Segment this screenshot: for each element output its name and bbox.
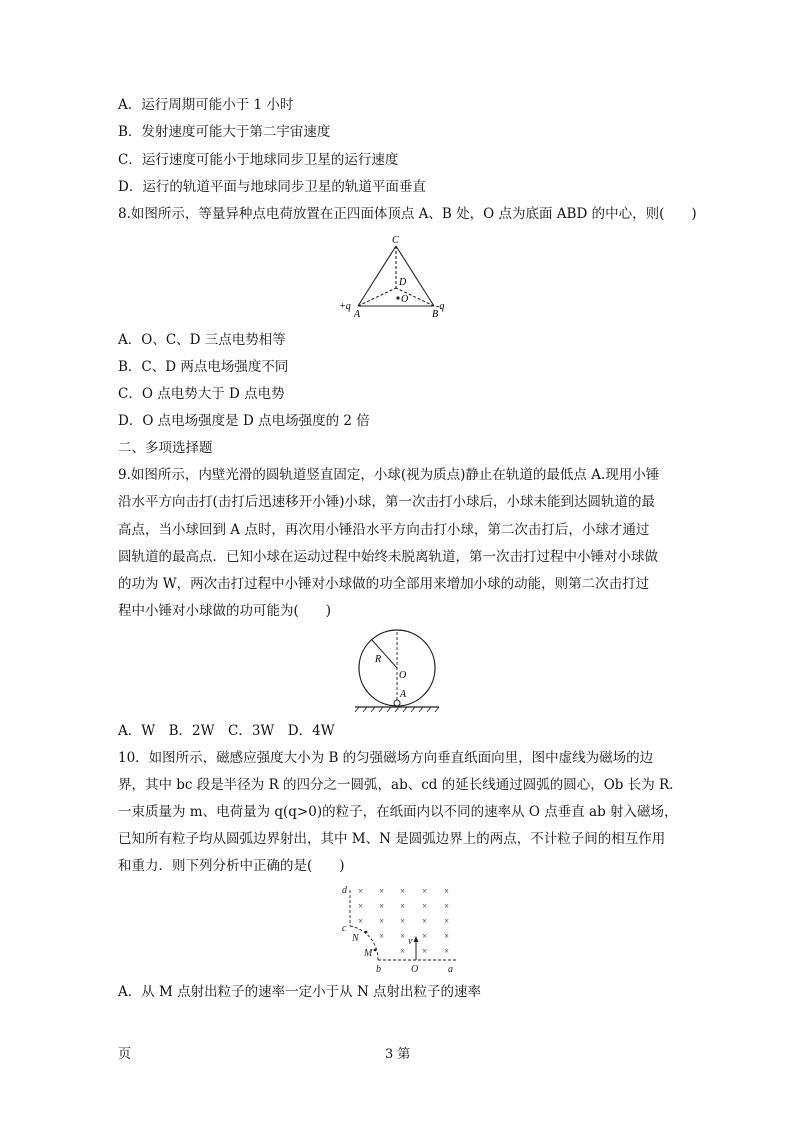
field-cross: × — [358, 916, 364, 926]
q10-stem-line-2: 界，其中 bc 段是半径为 R 的四分之一圆弧，ab、cd 的延长线通过圆弧的圆心，Ob 长为 R. — [118, 777, 674, 793]
q8-label-plus-q: +q — [339, 301, 351, 312]
q10-label-m: M — [364, 948, 373, 959]
q9-label-a: A — [400, 689, 407, 700]
q10-label-a: a — [448, 964, 453, 975]
q9-stem-line-1: 9.如图所示，内壁光滑的圆轨道竖直固定，小球(视为质点)静止在轨道的最低点 A.现用小锤 — [118, 467, 660, 483]
q7-option-a: A．运行周期可能小于 1 小时 — [118, 97, 294, 113]
field-cross: × — [400, 886, 406, 896]
q10-label-d: d — [342, 885, 347, 896]
field-cross: × — [358, 901, 364, 911]
q10-label-n: N — [352, 933, 359, 944]
q10-label-o: O — [411, 964, 419, 975]
field-cross: × — [422, 916, 428, 926]
q9-label-r: R — [375, 654, 382, 665]
field-cross: × — [400, 946, 406, 956]
q9-circular-track-figure — [349, 626, 445, 718]
q10-label-b: b — [376, 964, 381, 975]
field-cross: × — [400, 916, 406, 926]
q8-option-a: A．O、C、D 三点电势相等 — [118, 332, 286, 348]
q10-stem-line-1: 10．如图所示，磁感应强度大小为 B 的匀强磁场方向垂直纸面向里，图中虚线为磁场的边 — [118, 750, 654, 766]
q8-label-d: D — [399, 277, 407, 288]
field-cross: × — [444, 946, 450, 956]
q8-option-d: D．O 点电场强度是 D 点电场强度的 2 倍 — [118, 413, 370, 429]
field-cross: × — [379, 931, 385, 941]
q10-stem-line-4: 已知所有粒子均从圆弧边界射出，其中 M、N 是圆弧边界上的两点，不计粒子间的相互作用 — [118, 831, 666, 847]
q8-option-c: C．O 点电势大于 D 点电势 — [118, 386, 285, 402]
section-heading: 二、多项选择题 — [118, 440, 213, 456]
q9-options: A．W B．2W C．3W D．4W — [118, 723, 335, 739]
field-cross: × — [444, 916, 450, 926]
field-cross: × — [400, 931, 406, 941]
q8-label-minus-q: -q — [436, 301, 445, 312]
q10-stem-line-5: 和重力．则下列分析中正确的是( ) — [118, 858, 345, 874]
q8-stem: 8.如图所示，等量异种点电荷放置在正四面体顶点 A、B 处，O 点为底面 ABD 的中心，则( ) — [118, 206, 697, 222]
q10-label-c: c — [342, 923, 347, 934]
field-cross: × — [444, 901, 450, 911]
q7-option-b: B．发射速度可能大于第二宇宙速度 — [118, 124, 331, 140]
field-cross: × — [422, 946, 428, 956]
q10-stem-line-3: 一束质量为 m、电荷量为 q(q>0)的粒子，在纸面内以不同的速率从 O 点垂直 ab 射入磁场， — [118, 804, 678, 820]
field-cross: × — [379, 901, 385, 911]
q8-label-c: C — [392, 235, 399, 246]
q9-stem-line-4: 圆轨道的最高点．已知小球在运动过程中始终未脱离轨道，第一次击打过程中小锤对小球做 — [118, 549, 658, 565]
q9-stem-line-5: 的功为 W，两次击打过程中小锤对小球做的功全部用来增加小球的动能，则第二次击打过 — [118, 576, 650, 592]
q8-label-b: B — [432, 309, 439, 320]
q8-option-b: B．C、D 两点电场强度不同 — [118, 359, 289, 375]
q8-label-a: A — [354, 309, 361, 320]
q8-label-o: O — [401, 294, 409, 305]
field-cross: × — [379, 886, 385, 896]
field-cross: × — [379, 916, 385, 926]
field-cross: × — [422, 886, 428, 896]
field-cross: × — [422, 901, 428, 911]
q9-stem-line-2: 沿水平方向击打(击打后迅速移开小锤)小球，第一次击打小球后，小球未能到达圆轨道的最 — [118, 494, 656, 510]
field-cross: × — [358, 886, 364, 896]
q7-option-d: D．运行的轨道平面与地球同步卫星的轨道平面垂直 — [118, 179, 426, 195]
q9-stem-line-6: 程中小锤对小球做的功可能为( ) — [118, 603, 332, 619]
field-cross: × — [444, 886, 450, 896]
field-cross: × — [422, 931, 428, 941]
q10-magnetic-field-figure — [336, 880, 466, 976]
field-cross: × — [400, 901, 406, 911]
field-cross: × — [444, 931, 450, 941]
q7-option-c: C．运行速度可能小于地球同步卫星的运行速度 — [118, 152, 399, 168]
q10-label-v: v — [408, 936, 413, 947]
q10-option-a: A．从 M 点射出粒子的速率一定小于从 N 点射出粒子的速率 — [118, 984, 482, 1000]
footer-left: 页 — [118, 1047, 132, 1062]
q8-tetrahedron-figure — [336, 232, 456, 322]
q9-stem-line-3: 高点，当小球回到 A 点时，再次用小锤沿水平方向击打小球，第二次击打后，小球才通过 — [118, 522, 650, 538]
page-number: 3 第 — [385, 1047, 411, 1062]
q9-label-o: O — [399, 670, 407, 681]
